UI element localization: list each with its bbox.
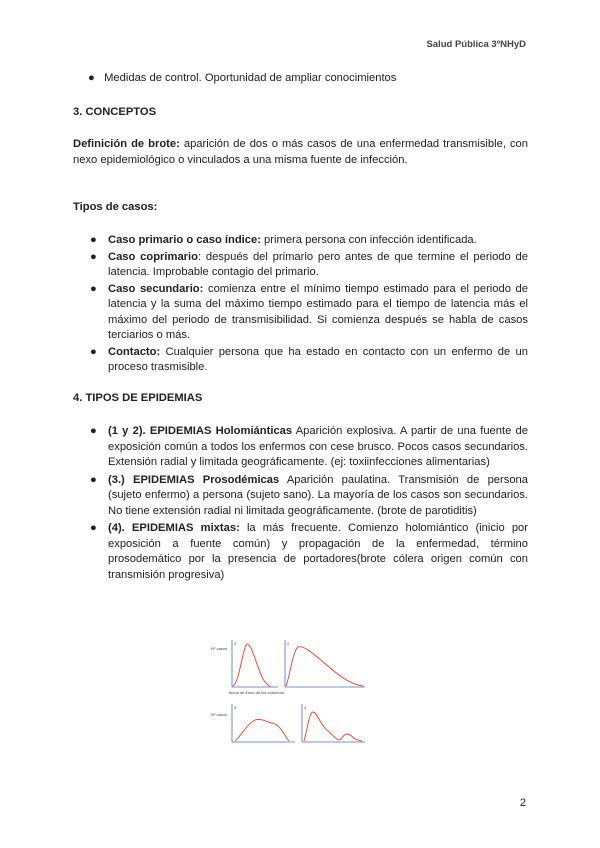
panel-label-2: 2 [287, 641, 290, 646]
epidemic-curves-figure [205, 632, 375, 747]
item-label: Caso primario o caso índice: [108, 234, 261, 246]
ylabel-bottom: Nº casos [211, 712, 227, 717]
tipos-casos-title: Tipos de casos: [73, 201, 158, 213]
item-text: comienza entre el mínimo tiempo estimado para el periodo de latencia y la suma del máximo tiempo estimado para el tiempo de latencia más el máximo del periodo de transmisibilidad. Si comienza después se habla de casos terciarios o más. [108, 282, 528, 341]
item-label: Contacto: [108, 345, 161, 358]
tipos-epidemias-list [88, 424, 528, 584]
xlabel: fecha de inicio de los síntomas [229, 690, 284, 695]
item-label: Caso coprimario [108, 250, 198, 263]
section-3-title: 3. CONCEPTOS [73, 106, 157, 118]
item-text: Aparición paulatina. Transmisión de persona (sujeto enfermo) a persona (sujeto sano). La mayoría de los casos son secundarios. No tiene extensión radial ni limitada geográficamente. (brote de parotiditis) [108, 473, 528, 517]
item-label: (3.) EPIDEMIAS Prosodémicas [108, 473, 280, 486]
curve-2 [286, 647, 363, 686]
list-item: ● (3.) EPIDEMIAS Prosodémicas Aparición paulatina. Transmisión de persona (sujeto enfermo) a persona (sujeto sano). La mayoría de los casos son secundarios. No tiene extensión radial ni limitada geográficamente. (brote de parotiditis) [90, 473, 528, 517]
top-bullet-text: Medidas de control. Oportunidad de ampliar conocimientos [104, 72, 397, 84]
item-label: Caso secundario: [108, 282, 204, 295]
brote-definition [73, 137, 528, 168]
item-text: la más frecuente. Comienzo holomiántico (inicio por exposición a fuente común) y propagación de la enfermedad, término prosodemático por la presencia de portadores(brote cólera origen común con transmisión progresiva) [108, 522, 528, 581]
list-item: ● (4). EPIDEMIAS mixtas: la más frecuente. Comienzo holomiántico (inicio por exposición a fuente común) y propagación de la enfermedad, término prosodemático por la presencia de portadores(brote cólera origen común con transmisión progresiva) [90, 522, 528, 581]
list-item: ● (1 y 2). EPIDEMIAS Holomiánticas Aparición explosiva. A partir de una fuente de exposición común a todos los enfermos con cese brusco. Pocos casos secundarios. Extensión radial y limitada geográficamente. (ej: toxiinfecciones alimentarias) [90, 425, 528, 468]
item-text: Cualquier persona que ha estado en contacto con un enfermo de un proceso trasmisible. [108, 345, 528, 373]
section-4-title: 4. TIPOS DE EPIDEMIAS [73, 392, 203, 404]
curve-4 [304, 712, 362, 741]
page-number: 2 [519, 797, 526, 809]
list-item: ● Contacto: Cualquier persona que ha estado en contacto con un enfermo de un proceso trasmisible. [90, 345, 528, 373]
tipos-casos-list [88, 233, 528, 377]
panel-label-1: 1 [234, 641, 237, 646]
top-bullet [88, 72, 538, 84]
ylabel-top: Nº casos [211, 646, 227, 651]
epidemic-curves-svg [205, 632, 375, 747]
curve-3 [235, 719, 289, 741]
panel-label-3: 3 [234, 705, 237, 710]
item-text: : después del primario pero antes de que termine el periodo de latencia. Improbable contagio del primario. [108, 250, 528, 278]
page-header: Salud Pública 3ºNHyD [426, 39, 526, 50]
item-label: (1 y 2). EPIDEMIAS Holomiánticas [108, 425, 293, 437]
bullet-dot: ● [88, 72, 95, 84]
item-text: primera persona con infección identificada. [260, 234, 477, 246]
curve-1 [233, 644, 271, 687]
item-label: (4). EPIDEMIAS mixtas: [108, 522, 240, 534]
list-item: ● Caso primario o caso índice: primera persona con infección identificada. [90, 234, 477, 246]
item-text: Aparición explosiva. A partir de una fuente de exposición común a todos los enfermos con cese brusco. Pocos casos secundarios. Extensión radial y limitada geográficamente. (ej: toxiinfecciones alimentarias) [108, 425, 528, 468]
brote-label: Definición de brote: [73, 138, 180, 150]
list-item: ● Caso coprimario: después del primario pero antes de que termine el periodo de latencia. Improbable contagio del primario. [90, 250, 528, 278]
brote-text: aparición de dos o más casos de una enfermedad transmisible, con nexo epidemiológico o vinculados a una misma fuente de infección. [73, 138, 528, 166]
list-item: ● Caso secundario: comienza entre el mínimo tiempo estimado para el periodo de latencia y la suma del máximo tiempo estimado para el tiempo de latencia más el máximo del periodo de transmisibilidad. Si comienza después se habla de casos terciarios o más. [90, 282, 528, 341]
panel-label-4: 4 [304, 705, 307, 710]
